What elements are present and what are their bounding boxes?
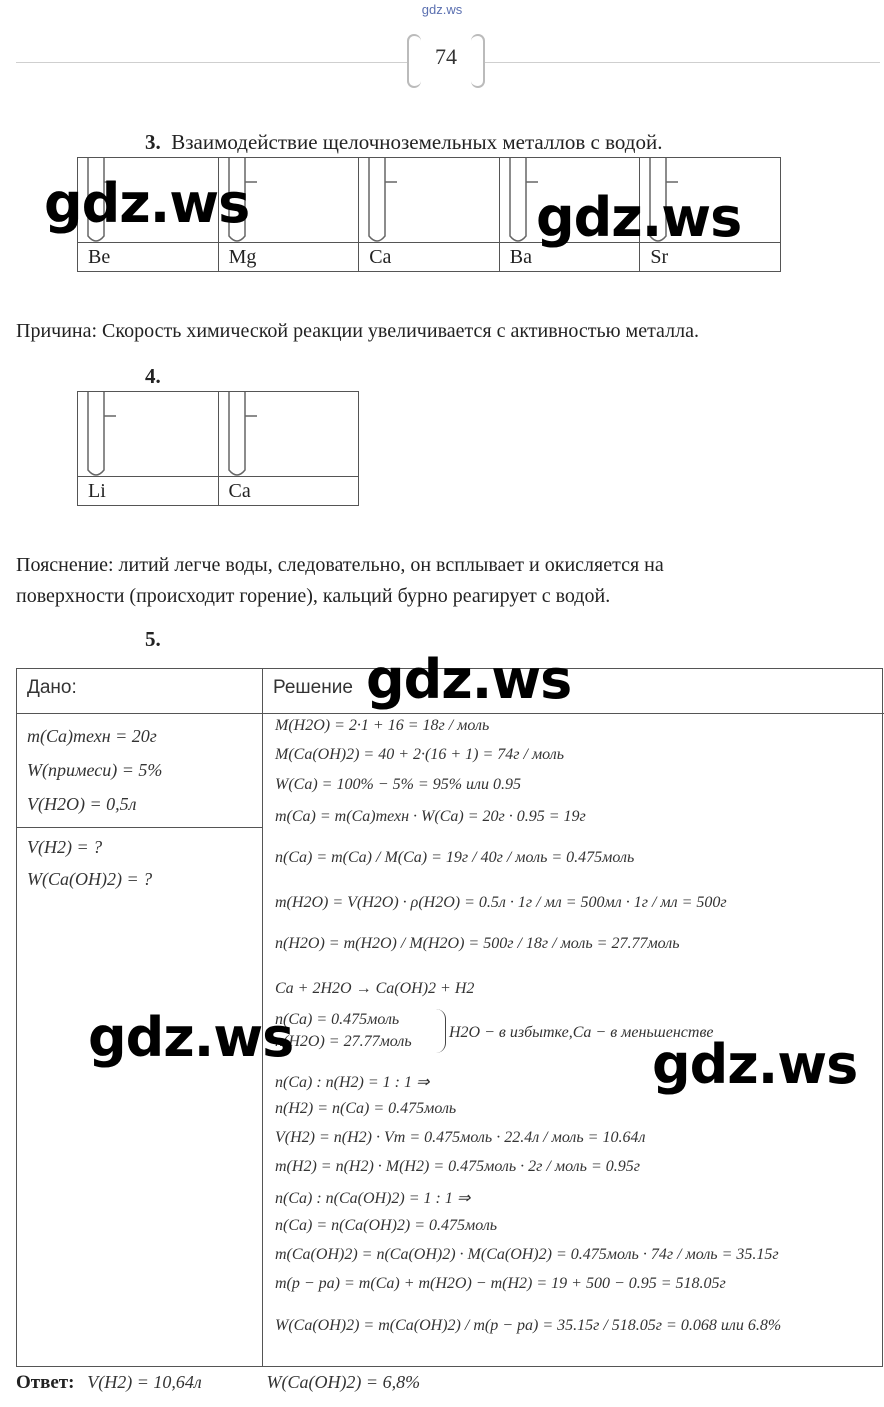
solution-step: m(Ca(OH)2) = n(Ca(OH)2) · M(Ca(OH)2) = 0.475моль · 74г / моль = 35.15г [275, 1246, 779, 1263]
watermark-text: gdz.ws [366, 648, 572, 711]
task4-tube-table [77, 391, 359, 506]
metal-label: Li [78, 477, 219, 506]
given-item: m(Ca)техн = 20г [27, 726, 157, 746]
solution-header: Решение [273, 677, 353, 698]
answer-value-1: V(H2) = 10,64л [87, 1372, 202, 1392]
solution-step: W(Ca(OH)2) = m(Ca(OH)2) / m(p − pa) = 35.15г / 518.05г = 0.068 или 6.8% [275, 1317, 782, 1334]
solution-step: m(p − pa) = m(Ca) + m(H2O) − m(H2) = 19 + 500 − 0.95 = 518.05г [275, 1275, 726, 1292]
page-number: 74 [435, 44, 457, 69]
find-item: V(H2) = ? [27, 837, 103, 857]
solution-step: n(Ca) : n(H2) = 1 : 1 ⇒ [275, 1074, 430, 1091]
answer-label: Ответ: [16, 1372, 75, 1393]
metal-label: Ca [218, 477, 359, 506]
watermark-text: gdz.ws [536, 186, 742, 249]
watermark-text: gdz.ws [652, 1033, 858, 1096]
solution-step: m(H2O) = V(H2O) · ρ(H2O) = 0.5л · 1г / мл = 500мл · 1г / мл = 500г [275, 894, 727, 911]
solution-step: n(H2) = n(Ca) = 0.475моль [275, 1100, 457, 1117]
header-divider [17, 713, 884, 714]
task3-number: 3. [145, 130, 161, 154]
explanation-line-1: Пояснение: литий легче воды, следовательно, он всплывает и окисляется на [16, 554, 664, 576]
find-list [27, 831, 152, 895]
test-tube-icon [365, 158, 405, 242]
watermark-text: gdz.ws [88, 1006, 294, 1069]
solution-step: n(Ca) = n(Ca(OH)2) = 0.475моль [275, 1217, 498, 1234]
given-find-divider [17, 827, 263, 828]
solution-step: V(H2) = n(H2) · Vm = 0.475моль · 22.4л / моль = 10.64л [275, 1129, 646, 1146]
given-list [27, 719, 162, 821]
solution-step: n(Ca) = 0.475моль [275, 1011, 400, 1028]
site-label[interactable]: gdz.ws [421, 2, 463, 17]
solution-step: H2O − в избытке,Ca − в меньшенстве [449, 1024, 714, 1041]
task3-heading [145, 130, 662, 155]
metal-label: Be [78, 243, 219, 272]
solution-step: M(Ca(OH)2) = 40 + 2·(16 + 1) = 74г / моль [275, 746, 565, 763]
metal-label: Ba [499, 243, 640, 272]
metal-label: Sr [640, 243, 781, 272]
solution-step: n(H2O) = m(H2O) / M(H2O) = 500г / 18г / моль = 27.77моль [275, 935, 680, 952]
task3-reason: Причина: Скорость химической реакции увеличивается с активностью металла. [16, 320, 699, 342]
solution-step: M(H2O) = 2·1 + 16 = 18г / моль [275, 717, 490, 734]
task5-number: 5. [145, 627, 161, 651]
given-item: V(H2O) = 0,5л [27, 794, 137, 814]
answer-line [16, 1372, 420, 1394]
answer-value-2: W(Ca(OH)2) = 6,8% [266, 1372, 421, 1392]
solution-step: W(Ca) = 100% − 5% = 95% или 0.95 [275, 776, 522, 793]
task3-title: Взаимодействие щелочноземельных металлов с водой. [171, 130, 663, 154]
test-tube-icon [225, 392, 265, 476]
solution-step: m(Ca) = m(Ca)техн · W(Ca) = 20г · 0.95 = 19г [275, 808, 586, 825]
solution-step: n(Ca) : n(Ca(OH)2) = 1 : 1 ⇒ [275, 1190, 471, 1207]
tube-cell [78, 392, 219, 477]
tube-cell [218, 392, 359, 477]
explanation-line-2: поверхности (происходит горение), кальций бурно реагирует с водой. [16, 585, 611, 607]
solution-step: m(H2) = n(H2) · M(H2) = 0.475моль · 2г / моль = 0.95г [275, 1158, 640, 1175]
page-number-box [407, 34, 485, 88]
solution-step: n(H2O) = 27.77моль [275, 1033, 412, 1050]
given-header: Дано: [27, 677, 77, 698]
find-item: W(Ca(OH)2) = ? [27, 869, 153, 889]
system-brace [435, 1009, 446, 1053]
watermark-text: gdz.ws [44, 172, 250, 235]
solution-step: n(Ca) = m(Ca) / M(Ca) = 19г / 40г / моль = 0.475моль [275, 849, 635, 866]
solution-step: Ca + 2H2O → Ca(OH)2 + H2 [275, 980, 475, 997]
tube-cell [359, 158, 500, 243]
metal-label: Ca [359, 243, 500, 272]
given-item: W(примеси) = 5% [27, 760, 163, 780]
test-tube-icon [84, 392, 124, 476]
task4-number: 4. [145, 364, 161, 388]
task4-explanation [16, 550, 876, 612]
metal-label: Mg [218, 243, 359, 272]
